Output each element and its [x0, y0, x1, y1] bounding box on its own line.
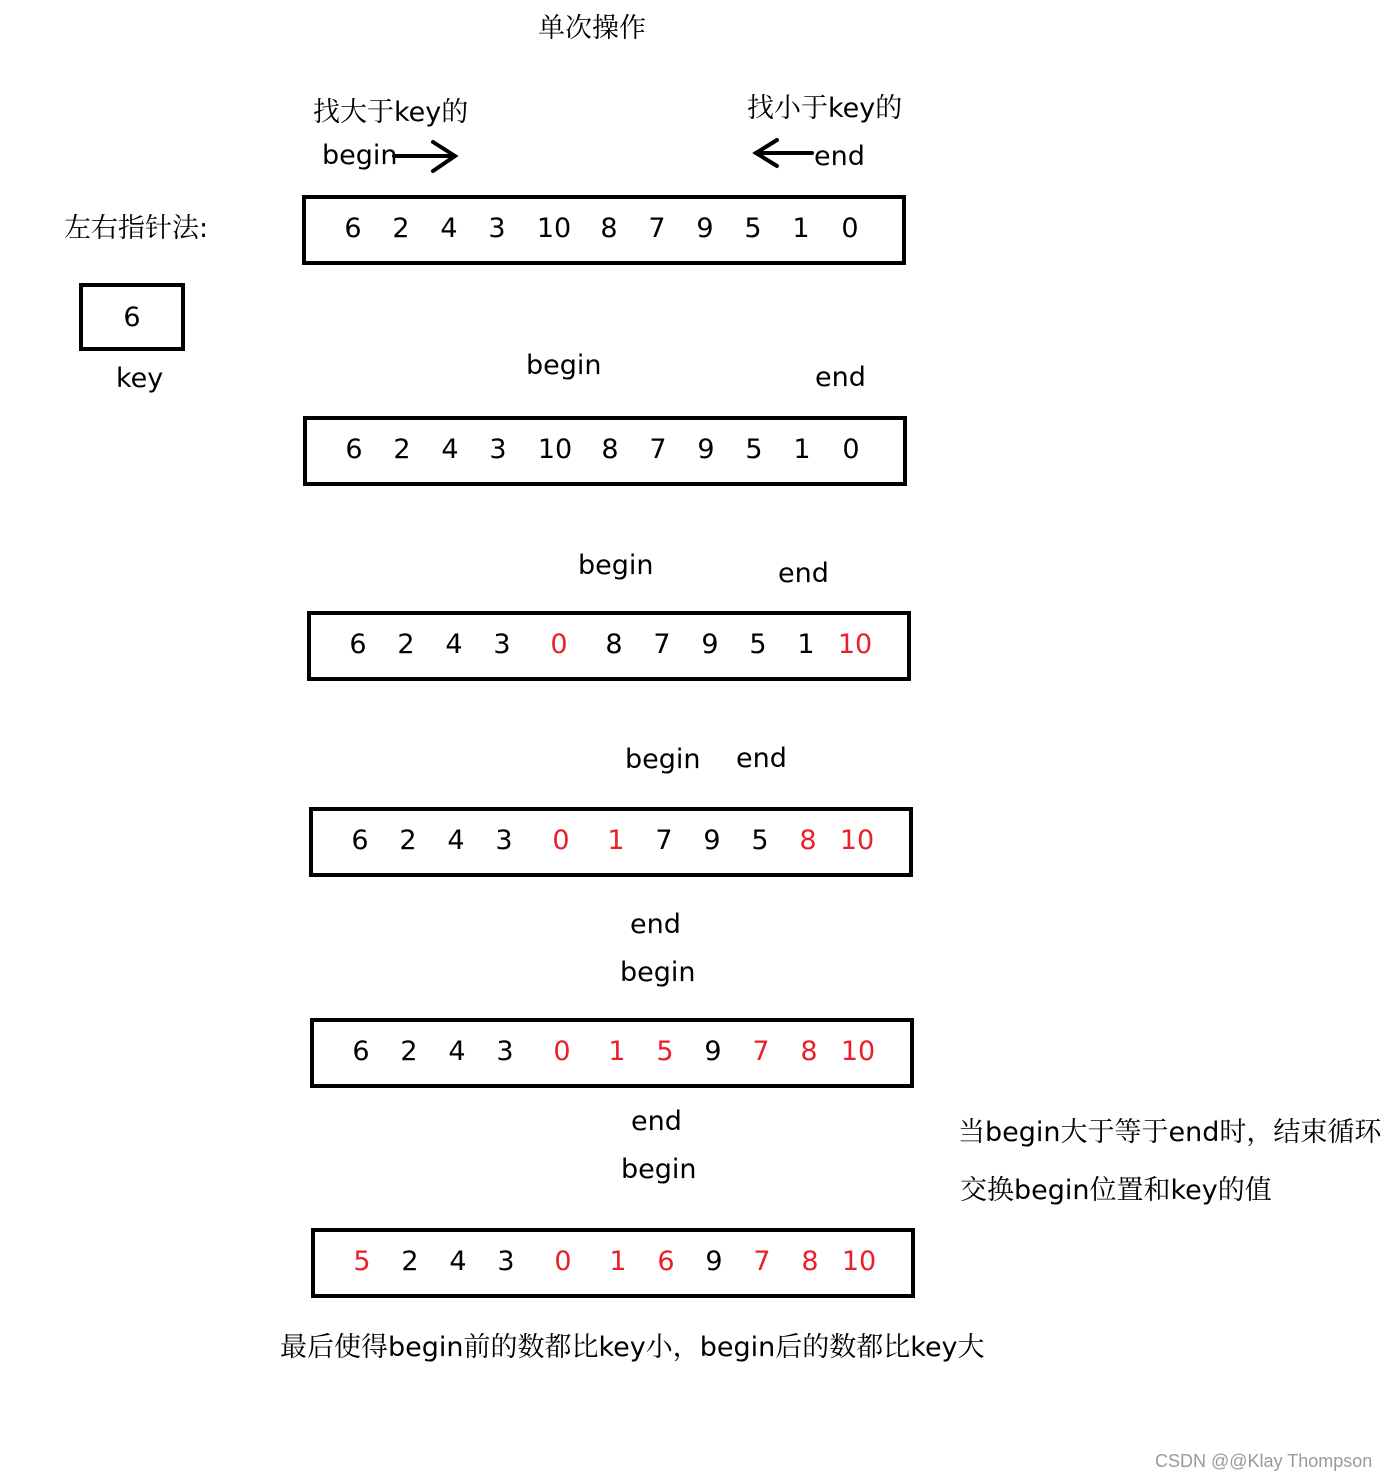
array-cell: 6	[351, 825, 369, 856]
array-cell: 5	[745, 434, 763, 465]
begin-label-4: begin	[625, 744, 701, 775]
array-cell: 6	[345, 434, 363, 465]
array-cell: 0	[841, 213, 859, 244]
array-cell: 3	[497, 1246, 515, 1277]
begin-label-3: begin	[578, 550, 654, 581]
left-arrow-icon	[756, 140, 812, 166]
array-cell: 0	[553, 1036, 571, 1067]
array-cell: 6	[344, 213, 362, 244]
array-cell: 9	[705, 1246, 723, 1277]
end-label-6: end	[631, 1106, 682, 1137]
array-cell: 2	[397, 629, 415, 660]
array-cell: 3	[496, 1036, 514, 1067]
array-cell: 5	[656, 1036, 674, 1067]
array-cell: 7	[649, 434, 667, 465]
array-cell: 2	[392, 213, 410, 244]
array-cell: 0	[554, 1246, 572, 1277]
hint-right: 找小于key的	[747, 93, 903, 124]
array-cell: 1	[792, 213, 810, 244]
begin-label-1: begin	[322, 140, 398, 171]
array-cell: 6	[349, 629, 367, 660]
array-cell: 10	[537, 434, 573, 465]
begin-label-2: begin	[526, 350, 602, 381]
array-cell: 8	[605, 629, 623, 660]
end-label-2: end	[815, 362, 866, 393]
array-cell: 9	[704, 1036, 722, 1067]
note-loop-end: 当begin大于等于end时，结束循环	[958, 1117, 1382, 1148]
method-label: 左右指针法:	[64, 213, 209, 244]
array-row	[309, 807, 913, 877]
array-cell: 3	[489, 434, 507, 465]
array-row	[307, 611, 911, 681]
array-cell: 4	[445, 629, 463, 660]
array-cell: 5	[353, 1246, 371, 1277]
array-cell: 9	[697, 434, 715, 465]
array-cell: 9	[696, 213, 714, 244]
array-row	[303, 416, 907, 486]
array-cell: 1	[609, 1246, 627, 1277]
array-cell: 5	[744, 213, 762, 244]
array-cell: 7	[655, 825, 673, 856]
array-cell: 7	[648, 213, 666, 244]
array-cell: 4	[447, 825, 465, 856]
array-cell: 2	[393, 434, 411, 465]
array-cell: 7	[653, 629, 671, 660]
array-cell: 8	[801, 1246, 819, 1277]
array-cell: 4	[441, 434, 459, 465]
array-cell: 9	[701, 629, 719, 660]
array-cell: 1	[797, 629, 815, 660]
array-cell: 4	[449, 1246, 467, 1277]
end-label-3: end	[778, 558, 829, 589]
array-cell: 2	[401, 1246, 419, 1277]
array-cell: 2	[400, 1036, 418, 1067]
array-cell: 1	[793, 434, 811, 465]
array-cell: 4	[448, 1036, 466, 1067]
array-cell: 7	[752, 1036, 770, 1067]
array-cell: 10	[536, 213, 572, 244]
array-cell: 4	[440, 213, 458, 244]
note-swap: 交换begin位置和key的值	[960, 1175, 1272, 1206]
array-cell: 5	[749, 629, 767, 660]
array-cell: 5	[751, 825, 769, 856]
array-row	[311, 1228, 915, 1298]
key-label: key	[116, 363, 164, 394]
array-cell: 8	[799, 825, 817, 856]
array-cell: 10	[837, 629, 873, 660]
array-cell: 6	[657, 1246, 675, 1277]
begin-label-5: begin	[620, 957, 696, 988]
array-cell: 10	[840, 1036, 876, 1067]
hint-left: 找大于key的	[313, 97, 469, 128]
end-label-1: end	[814, 141, 865, 172]
array-cell: 10	[839, 825, 875, 856]
array-cell: 0	[842, 434, 860, 465]
array-cell: 9	[703, 825, 721, 856]
array-cell: 8	[600, 213, 618, 244]
watermark: CSDN @@Klay Thompson	[1155, 1451, 1373, 1471]
end-label-5: end	[630, 909, 681, 940]
end-label-4: end	[736, 743, 787, 774]
key-value: 6	[123, 301, 141, 333]
diagram-title: 单次操作	[538, 13, 646, 44]
array-cell: 0	[552, 825, 570, 856]
array-row	[302, 195, 906, 265]
begin-label-6: begin	[621, 1154, 697, 1185]
array-cell: 3	[488, 213, 506, 244]
array-cell: 3	[495, 825, 513, 856]
array-row	[310, 1018, 914, 1088]
array-cell: 8	[800, 1036, 818, 1067]
array-cell: 8	[601, 434, 619, 465]
array-cell: 3	[493, 629, 511, 660]
array-cell: 1	[607, 825, 625, 856]
array-cell: 2	[399, 825, 417, 856]
array-cell: 10	[841, 1246, 877, 1277]
array-cell: 1	[608, 1036, 626, 1067]
array-cell: 7	[753, 1246, 771, 1277]
right-arrow-icon	[394, 142, 455, 171]
note-result: 最后使得begin前的数都比key小，begin后的数都比key大	[280, 1332, 985, 1363]
array-cell: 6	[352, 1036, 370, 1067]
array-cell: 0	[550, 629, 568, 660]
